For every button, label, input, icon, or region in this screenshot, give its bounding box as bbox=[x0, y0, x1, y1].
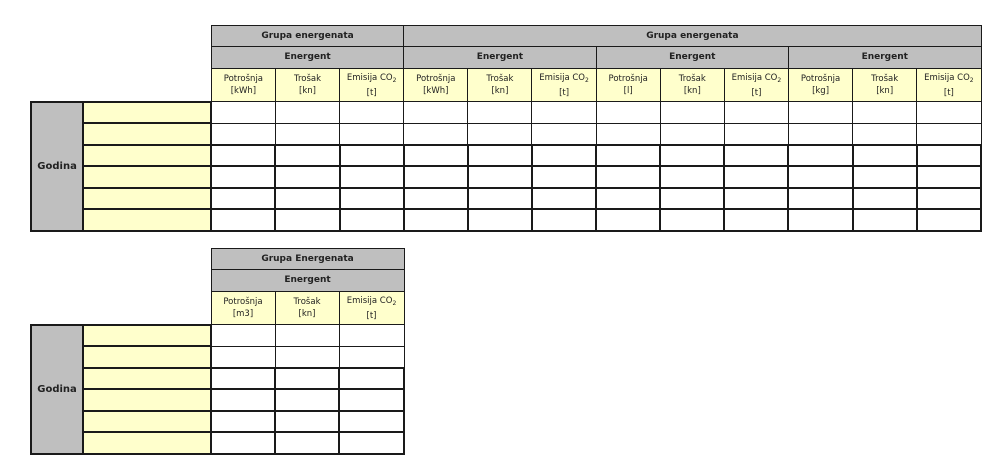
data-cell[interactable] bbox=[340, 123, 404, 145]
column-name: Trošak bbox=[294, 74, 322, 84]
energent-header: Energent bbox=[596, 47, 788, 69]
column-unit: [kWh] bbox=[230, 86, 257, 96]
column-name: Potrošnja bbox=[608, 74, 648, 84]
data-cell[interactable] bbox=[339, 389, 404, 411]
year-label: Godina bbox=[31, 325, 83, 455]
column-unit: [kn] bbox=[298, 309, 316, 319]
data-cell[interactable] bbox=[724, 188, 788, 210]
data-cell[interactable] bbox=[788, 188, 852, 210]
data-cell[interactable] bbox=[211, 368, 275, 390]
data-cell[interactable] bbox=[275, 389, 339, 411]
table-row bbox=[31, 411, 404, 433]
data-cell[interactable] bbox=[853, 188, 917, 210]
data-cell[interactable] bbox=[596, 188, 660, 210]
table-row bbox=[31, 368, 404, 390]
column-unit: [kWh] bbox=[423, 86, 449, 96]
column-name: Potrošnja bbox=[223, 297, 263, 307]
data-cell[interactable] bbox=[211, 102, 275, 124]
data-cell[interactable] bbox=[917, 209, 981, 231]
column-name-wrap bbox=[340, 295, 404, 310]
year-input-cell[interactable] bbox=[83, 432, 211, 454]
year-input-cell[interactable] bbox=[83, 325, 211, 347]
column-name: Potrošnja bbox=[416, 74, 456, 84]
header-spacer bbox=[31, 26, 211, 47]
column-name-wrap bbox=[725, 72, 788, 87]
group-header: Grupa energenata bbox=[211, 26, 403, 47]
data-cell[interactable] bbox=[275, 432, 339, 454]
table-row bbox=[31, 389, 404, 411]
year-label: Godina bbox=[31, 102, 83, 232]
data-cell[interactable] bbox=[404, 209, 468, 231]
energent-header: Energent bbox=[788, 47, 981, 69]
data-cell[interactable] bbox=[788, 166, 852, 188]
data-cell[interactable] bbox=[853, 102, 917, 124]
data-cell[interactable] bbox=[275, 368, 339, 390]
data-cell[interactable] bbox=[788, 123, 852, 145]
data-cell[interactable] bbox=[275, 166, 339, 188]
data-cell[interactable] bbox=[532, 209, 596, 231]
year-input-cell[interactable] bbox=[83, 346, 211, 368]
data-cell[interactable] bbox=[340, 188, 404, 210]
data-cell[interactable] bbox=[275, 102, 339, 124]
data-cell[interactable] bbox=[660, 209, 724, 231]
column-name: Trošak bbox=[871, 74, 899, 84]
energent-header: Energent bbox=[211, 47, 403, 69]
column-header bbox=[532, 69, 596, 102]
data-cell[interactable] bbox=[468, 188, 532, 210]
data-cell[interactable] bbox=[404, 145, 468, 167]
data-cell[interactable] bbox=[211, 432, 275, 454]
column-name-wrap bbox=[340, 72, 403, 87]
data-cell[interactable] bbox=[404, 123, 468, 145]
column-name: Trošak bbox=[486, 74, 514, 84]
data-cell[interactable] bbox=[339, 368, 404, 390]
data-cell[interactable] bbox=[724, 102, 788, 124]
group-header: Grupa Energenata bbox=[211, 249, 404, 270]
column-header bbox=[917, 69, 981, 102]
table-row bbox=[31, 123, 981, 145]
column-subscript: 2 bbox=[392, 299, 397, 307]
data-cell[interactable] bbox=[468, 209, 532, 231]
data-cell[interactable] bbox=[660, 188, 724, 210]
column-unit: [kg] bbox=[812, 86, 830, 96]
table-row bbox=[31, 432, 404, 454]
data-cell[interactable] bbox=[211, 166, 275, 188]
column-name: Trošak bbox=[678, 74, 706, 84]
data-cell[interactable] bbox=[917, 102, 981, 124]
header-spacer bbox=[31, 69, 211, 102]
year-input-cell[interactable] bbox=[83, 368, 211, 390]
data-cell[interactable] bbox=[532, 188, 596, 210]
column-subscript: 2 bbox=[777, 76, 782, 84]
data-cell[interactable] bbox=[660, 102, 724, 124]
data-cell[interactable] bbox=[468, 102, 532, 124]
data-cell[interactable] bbox=[275, 145, 339, 167]
year-input-cell[interactable] bbox=[83, 102, 211, 124]
table-row bbox=[31, 188, 981, 210]
data-cell[interactable] bbox=[211, 325, 275, 347]
column-unit: [kn] bbox=[299, 86, 316, 96]
data-cell[interactable] bbox=[339, 432, 404, 454]
column-unit: [kn] bbox=[491, 86, 509, 96]
table-row bbox=[31, 325, 404, 347]
data-cell[interactable] bbox=[211, 123, 275, 145]
column-header bbox=[275, 69, 339, 102]
column-unit: [t] bbox=[943, 87, 954, 98]
year-input-cell[interactable] bbox=[83, 389, 211, 411]
data-cell[interactable] bbox=[853, 145, 917, 167]
data-cell[interactable] bbox=[211, 389, 275, 411]
column-header bbox=[211, 292, 275, 325]
data-cell[interactable] bbox=[596, 145, 660, 167]
data-cell[interactable] bbox=[339, 411, 404, 433]
data-cell[interactable] bbox=[532, 123, 596, 145]
energent-header: Energent bbox=[211, 270, 404, 292]
column-header bbox=[596, 69, 660, 102]
data-cell[interactable] bbox=[788, 102, 852, 124]
data-cell[interactable] bbox=[853, 166, 917, 188]
table-row bbox=[31, 209, 981, 231]
data-cell[interactable] bbox=[275, 411, 339, 433]
data-cell[interactable] bbox=[596, 102, 660, 124]
header-spacer bbox=[31, 270, 211, 292]
data-cell[interactable] bbox=[917, 123, 981, 145]
column-header bbox=[660, 69, 724, 102]
table-row bbox=[31, 346, 404, 368]
data-cell[interactable] bbox=[596, 209, 660, 231]
data-cell[interactable] bbox=[275, 346, 339, 368]
data-cell[interactable] bbox=[660, 145, 724, 167]
header-spacer bbox=[31, 249, 211, 270]
data-cell[interactable] bbox=[211, 209, 275, 231]
column-header bbox=[468, 69, 532, 102]
column-unit: [t] bbox=[559, 87, 570, 98]
data-cell[interactable] bbox=[339, 346, 404, 368]
energy-table-gas bbox=[30, 248, 405, 455]
column-name: Emisija CO bbox=[731, 72, 778, 83]
data-cell[interactable] bbox=[211, 411, 275, 433]
data-cell[interactable] bbox=[917, 145, 981, 167]
column-name: Potrošnja bbox=[223, 74, 264, 84]
column-subscript: 2 bbox=[969, 76, 974, 84]
data-cell[interactable] bbox=[532, 166, 596, 188]
table-row bbox=[31, 102, 981, 124]
data-cell[interactable] bbox=[788, 145, 852, 167]
column-header bbox=[724, 69, 788, 102]
column-unit: [t] bbox=[751, 87, 762, 98]
data-cell[interactable] bbox=[468, 145, 532, 167]
data-cell[interactable] bbox=[532, 102, 596, 124]
data-cell[interactable] bbox=[853, 123, 917, 145]
year-input-cell[interactable] bbox=[83, 188, 211, 210]
column-header bbox=[404, 69, 468, 102]
data-cell[interactable] bbox=[275, 209, 339, 231]
column-header bbox=[339, 292, 404, 325]
data-cell[interactable] bbox=[660, 123, 724, 145]
energy-table-main bbox=[30, 25, 982, 232]
year-input-cell[interactable] bbox=[83, 411, 211, 433]
column-name: Emisija CO bbox=[924, 72, 970, 83]
table-row bbox=[31, 166, 981, 188]
column-subscript: 2 bbox=[584, 76, 589, 84]
data-cell[interactable] bbox=[468, 123, 532, 145]
data-cell[interactable] bbox=[917, 166, 981, 188]
column-header bbox=[340, 69, 404, 102]
year-input-cell[interactable] bbox=[83, 145, 211, 167]
column-name-wrap bbox=[917, 72, 980, 87]
column-subscript: 2 bbox=[392, 76, 397, 84]
column-name: Emisija CO bbox=[539, 72, 585, 83]
data-cell[interactable] bbox=[660, 166, 724, 188]
data-cell[interactable] bbox=[404, 102, 468, 124]
data-cell[interactable] bbox=[724, 209, 788, 231]
data-cell[interactable] bbox=[340, 145, 404, 167]
data-cell[interactable] bbox=[596, 166, 660, 188]
column-header bbox=[211, 69, 275, 102]
column-unit: [t] bbox=[366, 87, 377, 98]
column-header bbox=[788, 69, 852, 102]
column-name: Emisija CO bbox=[346, 295, 393, 306]
data-cell[interactable] bbox=[275, 123, 339, 145]
column-name: Trošak bbox=[293, 297, 321, 307]
data-cell[interactable] bbox=[788, 209, 852, 231]
data-cell[interactable] bbox=[596, 123, 660, 145]
data-cell[interactable] bbox=[532, 145, 596, 167]
year-input-cell[interactable] bbox=[83, 166, 211, 188]
column-unit: [l] bbox=[623, 86, 633, 96]
data-cell[interactable] bbox=[340, 102, 404, 124]
data-cell[interactable] bbox=[211, 346, 275, 368]
data-cell[interactable] bbox=[211, 188, 275, 210]
column-unit: [m3] bbox=[232, 309, 254, 319]
data-cell[interactable] bbox=[211, 145, 275, 167]
data-cell[interactable] bbox=[724, 123, 788, 145]
column-header bbox=[275, 292, 339, 325]
header-spacer bbox=[31, 47, 211, 69]
group-header: Grupa energenata bbox=[404, 26, 981, 47]
column-unit: [kn] bbox=[683, 86, 701, 96]
data-cell[interactable] bbox=[275, 188, 339, 210]
data-cell[interactable] bbox=[339, 325, 404, 347]
data-cell[interactable] bbox=[340, 166, 404, 188]
data-cell[interactable] bbox=[917, 188, 981, 210]
data-cell[interactable] bbox=[404, 188, 468, 210]
data-cell[interactable] bbox=[340, 209, 404, 231]
energent-header: Energent bbox=[404, 47, 596, 69]
column-header bbox=[853, 69, 917, 102]
column-name: Emisija CO bbox=[346, 72, 393, 83]
column-name: Potrošnja bbox=[800, 74, 841, 84]
table-row bbox=[31, 145, 981, 167]
data-cell[interactable] bbox=[468, 166, 532, 188]
year-input-cell[interactable] bbox=[83, 123, 211, 145]
data-cell[interactable] bbox=[853, 209, 917, 231]
column-name-wrap bbox=[532, 72, 595, 87]
data-cell[interactable] bbox=[275, 325, 339, 347]
data-cell[interactable] bbox=[404, 166, 468, 188]
data-cell[interactable] bbox=[724, 166, 788, 188]
column-unit: [kn] bbox=[876, 86, 894, 96]
data-cell[interactable] bbox=[724, 145, 788, 167]
column-unit: [t] bbox=[366, 310, 377, 321]
header-spacer bbox=[31, 292, 211, 325]
year-input-cell[interactable] bbox=[83, 209, 211, 231]
